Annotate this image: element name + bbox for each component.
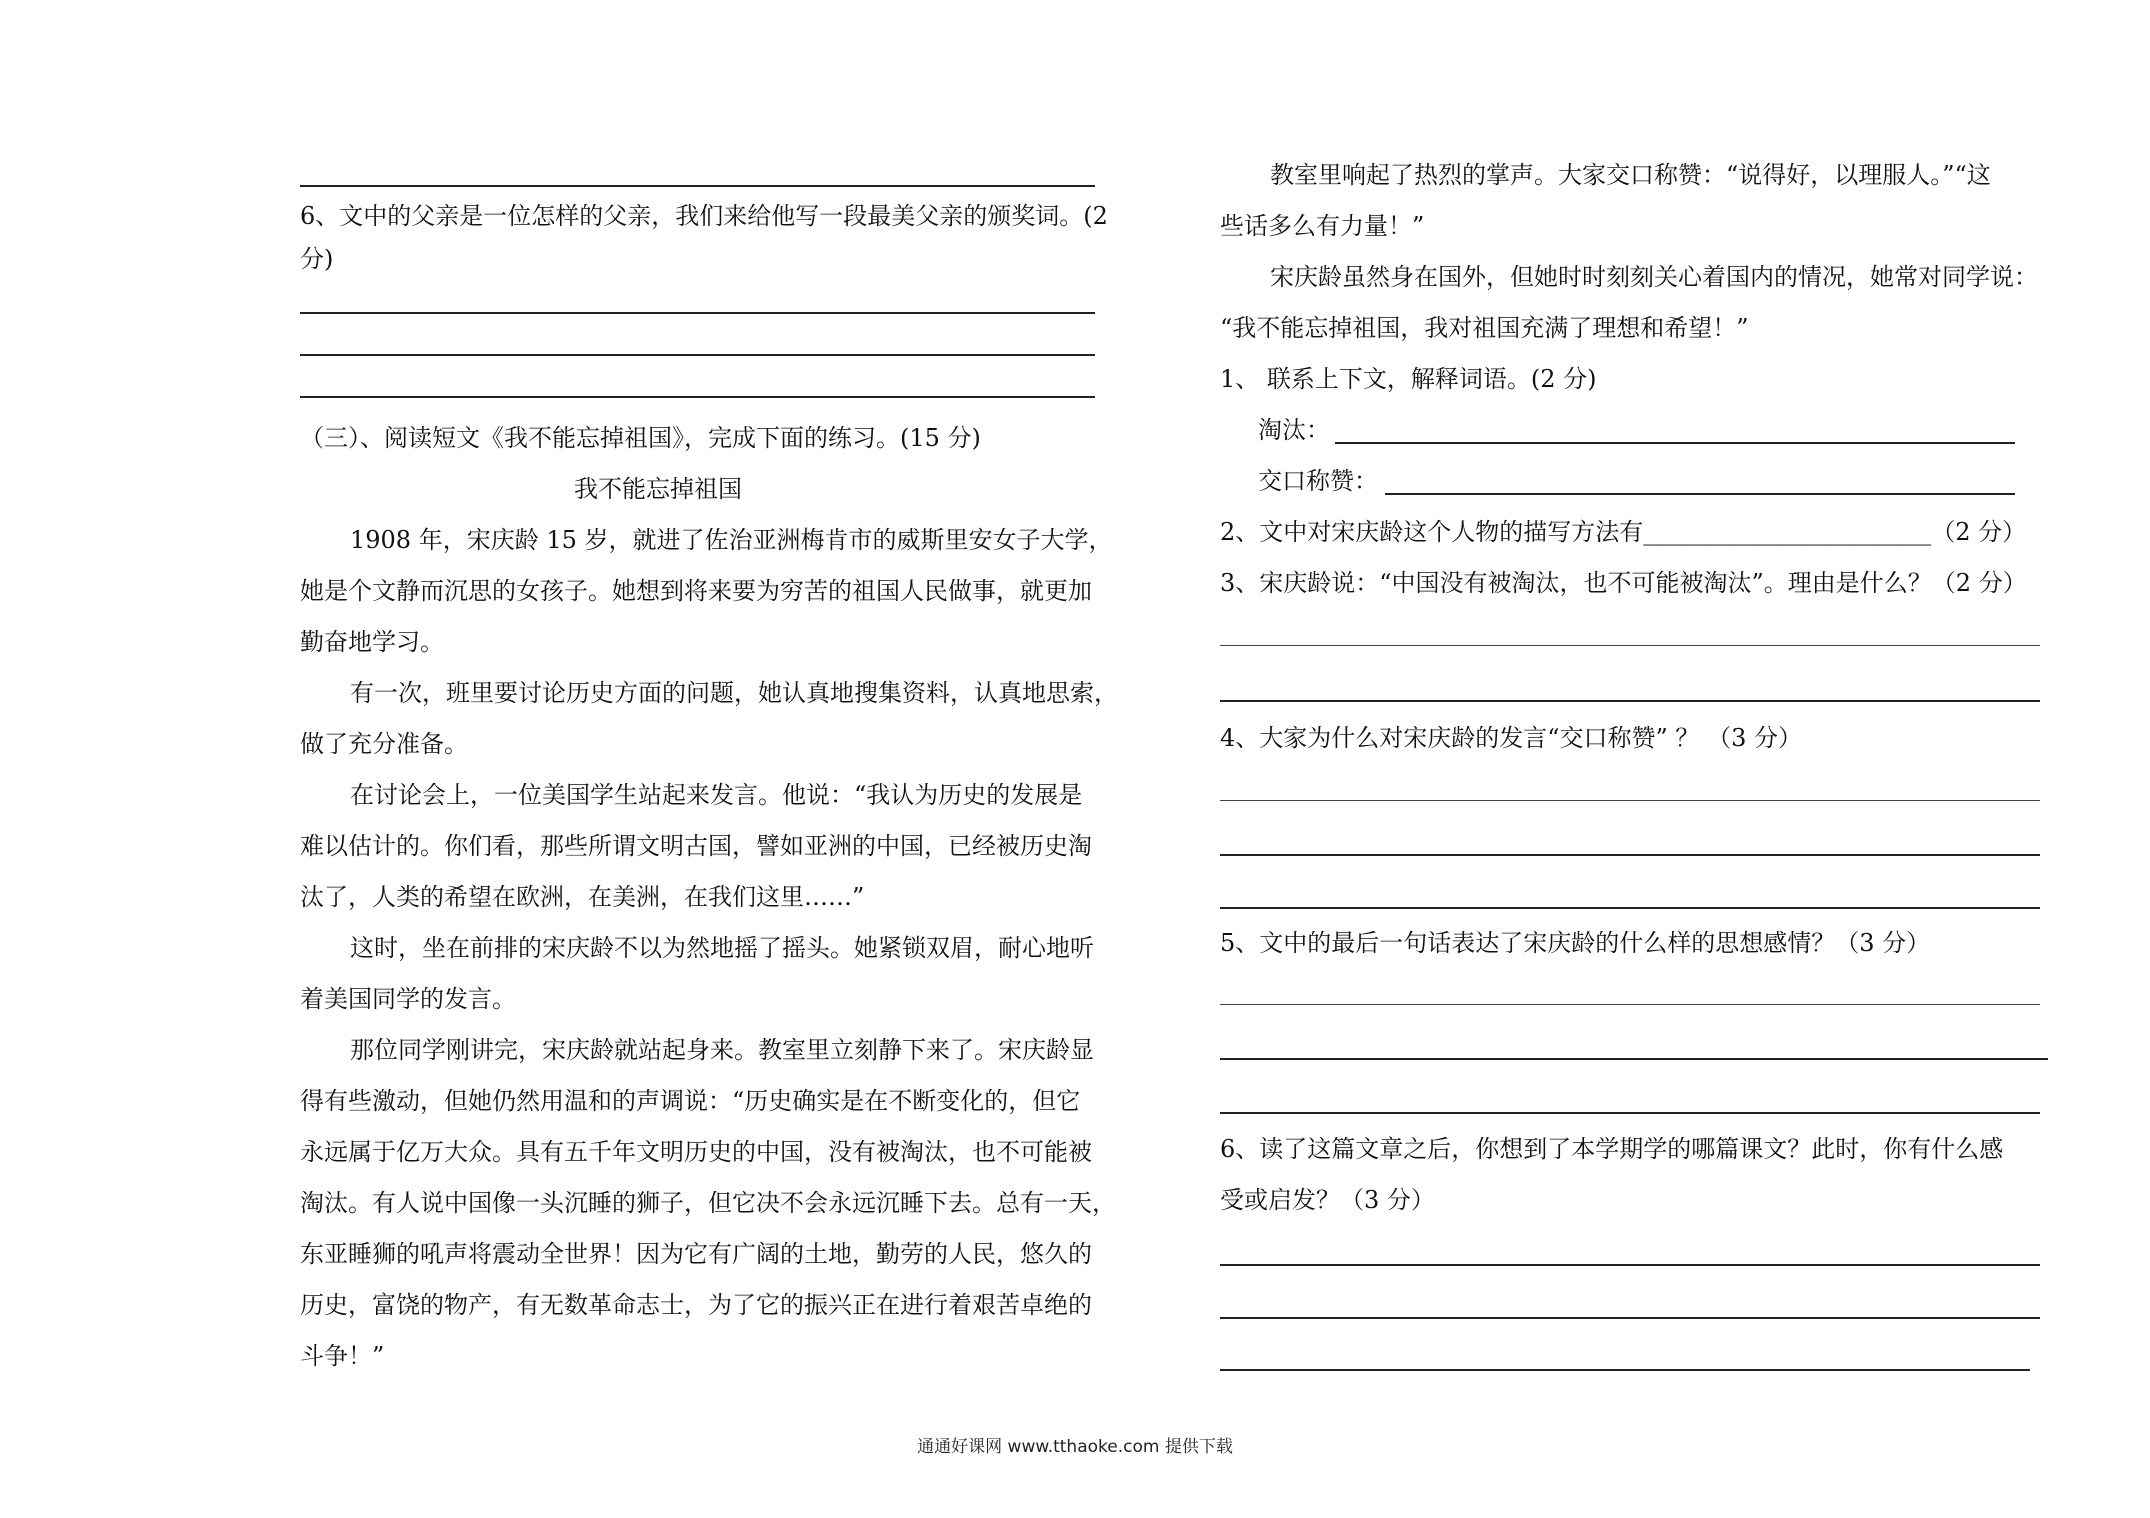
- answer-line[interactable]: [1220, 854, 2040, 856]
- answer-line[interactable]: [300, 354, 1095, 356]
- answer-line[interactable]: [1220, 645, 2040, 646]
- passage-line: 汰了，人类的希望在欧洲，在美洲，在我们这里……”: [300, 883, 865, 911]
- question-6: 6、读了这篇文章之后，你想到了本学期学的哪篇课文？此时，你有什么感: [1220, 1135, 2004, 1163]
- passage-line: 永远属于亿万大众。具有五千年文明历史的中国，没有被淘汰，也不可能被: [300, 1138, 1092, 1166]
- answer-line[interactable]: [1335, 442, 2015, 444]
- section-heading: （三）、阅读短文《我不能忘掉祖国》，完成下面的练习。(15 分): [300, 424, 981, 452]
- passage-line: 着美国同学的发言。: [300, 985, 516, 1013]
- passage-title: 我不能忘掉祖国: [574, 475, 742, 503]
- question-1: 1、 联系上下文，解释词语。(2 分): [1220, 365, 1597, 393]
- passage-line: 1908 年，宋庆龄 15 岁，就进了佐治亚洲梅肯市的威斯里安女子大学，: [350, 526, 1113, 554]
- answer-line[interactable]: [300, 185, 1095, 187]
- answer-line[interactable]: [300, 312, 1095, 314]
- question-5: 5、文中的最后一句话表达了宋庆龄的什么样的思想感情？（3 分）: [1220, 929, 1931, 957]
- answer-line[interactable]: [1220, 1369, 2030, 1371]
- passage-line: 难以估计的。你们看，那些所谓文明古国，譬如亚洲的中国，已经被历史淘: [300, 832, 1092, 860]
- answer-line[interactable]: [1220, 700, 2040, 702]
- passage-line: 有一次，班里要讨论历史方面的问题，她认真地搜集资料，认真地思索，: [350, 679, 1118, 707]
- passage-line: 东亚睡狮的吼声将震动全世界！因为它有广阔的土地，勤劳的人民，悠久的: [300, 1240, 1092, 1268]
- passage-line: 淘汰。有人说中国像一头沉睡的狮子，但它决不会永远沉睡下去。总有一天，: [300, 1189, 1116, 1217]
- question-6-left-cont: 分): [300, 245, 334, 273]
- passage-line: “我不能忘掉祖国，我对祖国充满了理想和希望！”: [1220, 314, 1749, 342]
- passage-line: 教室里响起了热烈的掌声。大家交口称赞：“说得好，以理服人。”“这: [1270, 161, 1991, 189]
- term-jiaokou-label: 交口称赞：: [1258, 467, 1378, 495]
- question-3: 3、宋庆龄说：“中国没有被淘汰，也不可能被淘汰”。理由是什么？（2 分）: [1220, 569, 2027, 597]
- footer-text: 通通好课网 www.tthaoke.com 提供下载: [917, 1437, 1233, 1457]
- answer-line[interactable]: [1220, 1058, 2048, 1060]
- answer-line[interactable]: [1220, 1317, 2040, 1319]
- question-4: 4、大家为什么对宋庆龄的发言“交口称赞” ？ （3 分）: [1220, 724, 1802, 752]
- passage-line: 那位同学刚讲完，宋庆龄就站起身来。教室里立刻静下来了。宋庆龄显: [350, 1036, 1094, 1064]
- answer-line[interactable]: [1220, 1004, 2040, 1005]
- answer-line[interactable]: [1220, 800, 2040, 801]
- passage-line: 在讨论会上，一位美国学生站起来发言。他说：“我认为历史的发展是: [350, 781, 1083, 809]
- answer-line[interactable]: [1220, 1112, 2040, 1114]
- passage-line: 得有些激动，但她仍然用温和的声调说：“历史确实是在不断变化的，但它: [300, 1087, 1081, 1115]
- answer-line[interactable]: [1220, 1264, 2040, 1266]
- passage-line: 她是个文静而沉思的女孩子。她想到将来要为穷苦的祖国人民做事，就更加: [300, 577, 1092, 605]
- question-6-left: 6、文中的父亲是一位怎样的父亲，我们来给他写一段最美父亲的颁奖词。(2: [300, 202, 1108, 230]
- question-2: 2、文中对宋庆龄这个人物的描写方法有________________________（2 分）: [1220, 518, 2027, 546]
- passage-line: 宋庆龄虽然身在国外，但她时时刻刻关心着国内的情况，她常对同学说：: [1270, 263, 2038, 291]
- passage-line: 做了充分准备。: [300, 730, 468, 758]
- passage-line: 斗争！”: [300, 1342, 385, 1370]
- term-taotai-label: 淘汰：: [1258, 416, 1330, 444]
- passage-line: 这时，坐在前排的宋庆龄不以为然地摇了摇头。她紧锁双眉，耐心地听: [350, 934, 1094, 962]
- passage-line: 些话多么有力量！”: [1220, 212, 1425, 240]
- passage-line: 勤奋地学习。: [300, 628, 444, 656]
- answer-line[interactable]: [1385, 493, 2015, 495]
- passage-line: 历史，富饶的物产，有无数革命志士，为了它的振兴正在进行着艰苦卓绝的: [300, 1291, 1092, 1319]
- answer-line[interactable]: [1220, 907, 2040, 909]
- answer-line[interactable]: [300, 396, 1095, 398]
- question-6-cont: 受或启发？（3 分）: [1220, 1186, 1435, 1214]
